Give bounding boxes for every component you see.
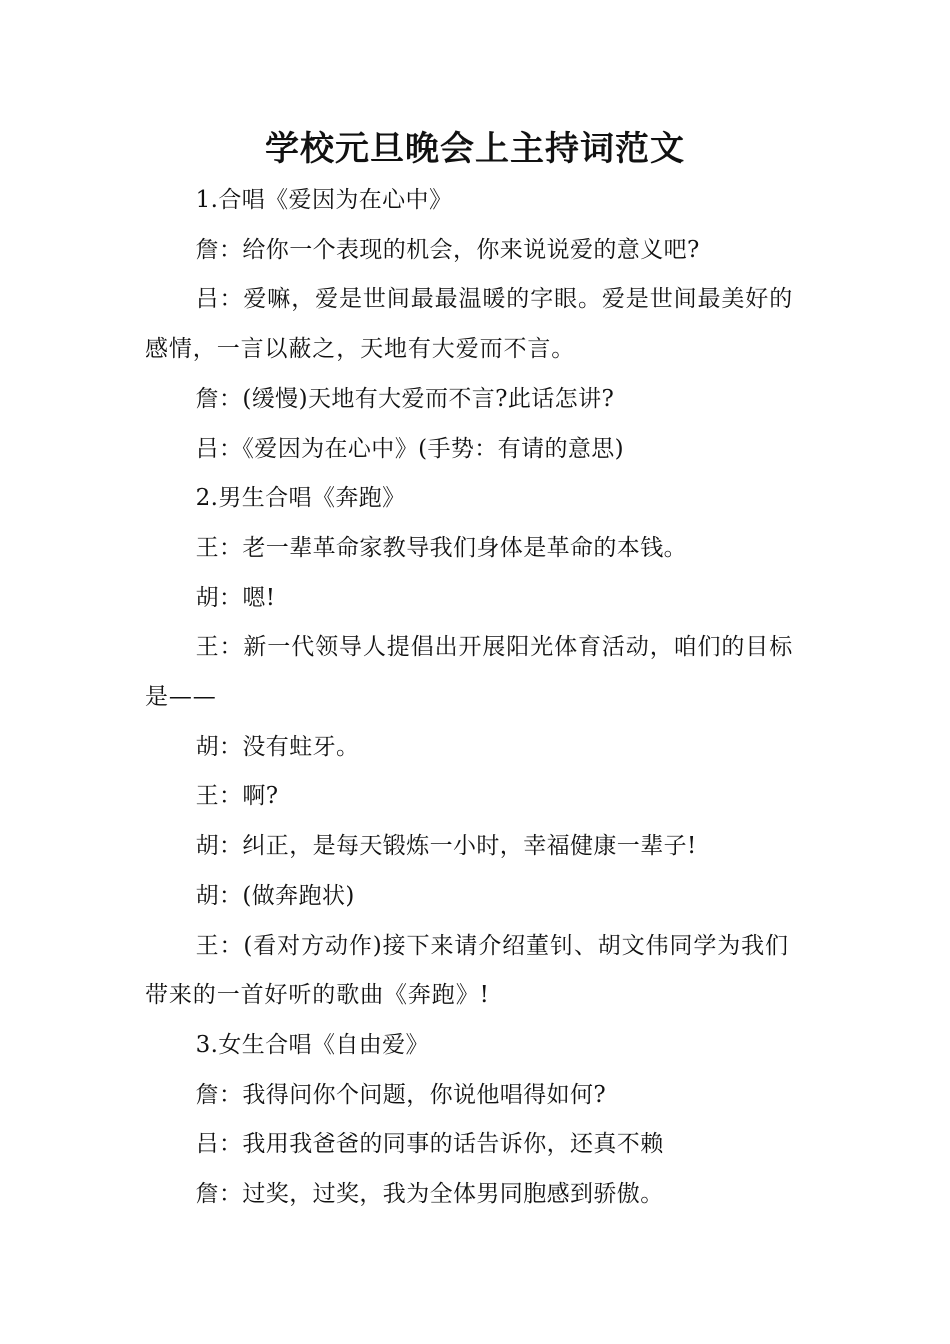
paragraph: 詹：(缓慢)天地有大爱而不言?此话怎讲? — [195, 385, 615, 412]
paragraph: 胡：嗯! — [195, 584, 276, 611]
paragraph: 1.合唱《爱因为在心中》 — [195, 187, 453, 213]
paragraph: 王：(看对方动作)接下来请介绍董钊、胡文伟同学为我们带来的一首好听的歌曲《奔跑》! — [145, 932, 789, 1009]
paragraph: 王：新一代领导人提倡出开展阳光体育活动，咱们的目标是—— — [145, 634, 794, 711]
document-body — [145, 176, 810, 1220]
paragraph: 胡：纠正，是每天锻炼一小时，幸福健康一辈子! — [195, 833, 697, 860]
paragraph: 吕：爱嘛，爱是世间最最温暖的字眼。爱是世间最美好的感情，一言以蔽之，天地有大爱而不言。 — [145, 286, 794, 363]
paragraph: 胡：(做奔跑状) — [195, 882, 355, 909]
paragraph: 王：老一辈革命家教导我们身体是革命的本钱。 — [195, 534, 687, 561]
paragraph: 詹：过奖，过奖，我为全体男同胞感到骄傲。 — [195, 1181, 664, 1208]
document-title: 学校元旦晚会上主持词范文 — [265, 129, 685, 169]
paragraph: 詹：我得问你个问题，你说他唱得如何? — [195, 1081, 607, 1108]
paragraph: 吕：我用我爸爸的同事的话告诉你，还真不赖 — [195, 1131, 664, 1158]
paragraph: 王：啊? — [195, 783, 279, 810]
paragraph: 3.女生合唱《自由爱》 — [195, 1031, 429, 1058]
paragraph: 2.男生合唱《奔跑》 — [195, 485, 406, 512]
paragraph: 胡：没有蛀牙。 — [195, 733, 360, 760]
paragraph: 詹：给你一个表现的机会，你来说说爱的意义吧? — [195, 236, 700, 263]
paragraph: 吕：《爱因为在心中》(手势：有请的意思) — [195, 435, 625, 462]
